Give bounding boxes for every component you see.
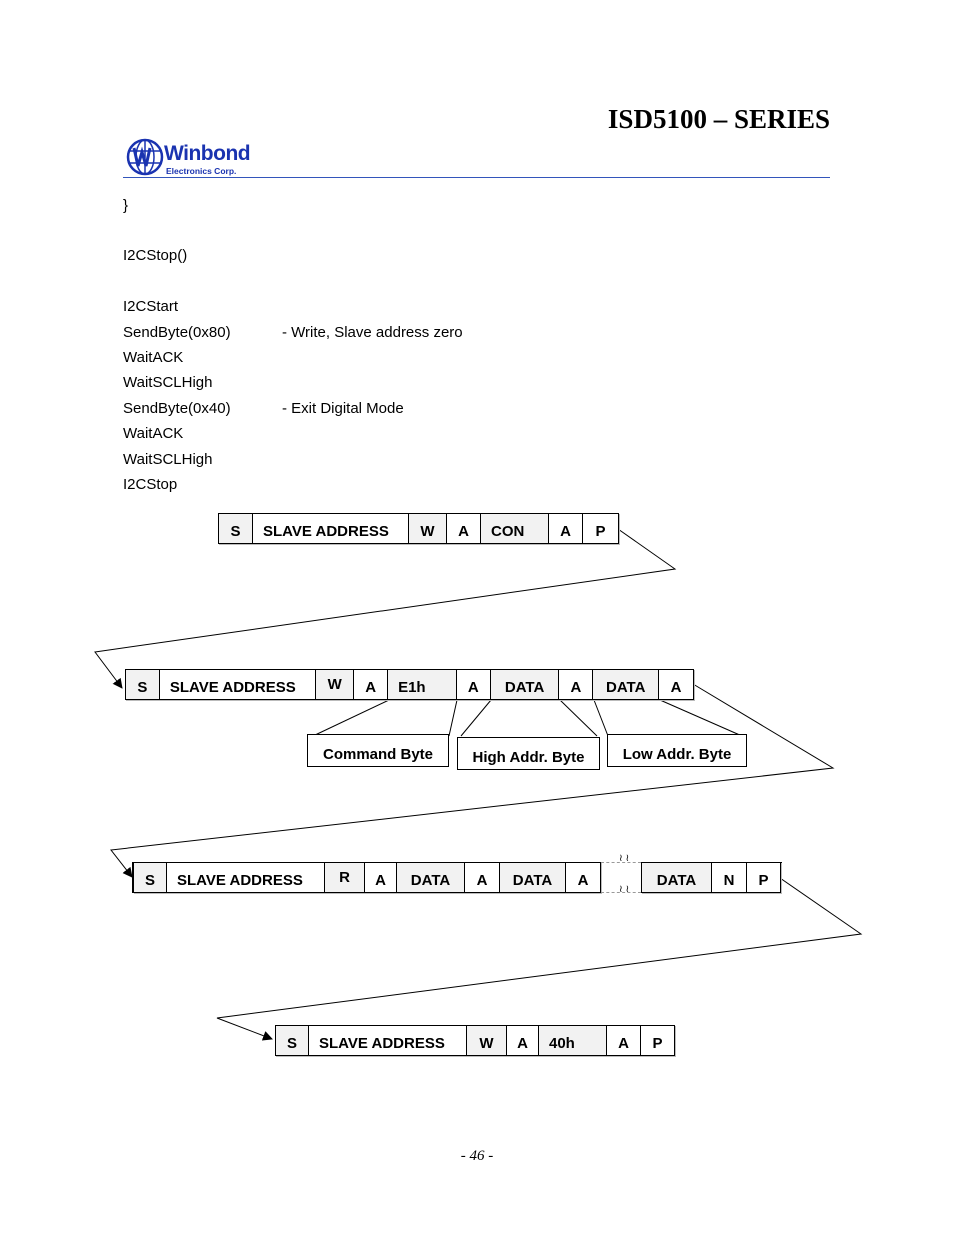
code-line: SendByte(0x80) [123, 324, 231, 341]
data-cell: DATA [491, 670, 560, 699]
break-mark-icon: ≀ ≀ [619, 853, 630, 864]
slave-address-cell: SLAVE ADDRESS [309, 1026, 467, 1055]
high-addr-byte-callout: High Addr. Byte [457, 737, 600, 770]
continuation-gap [601, 853, 641, 895]
ack-bit: A [549, 514, 583, 543]
logo-word: Winbond [164, 142, 251, 165]
code-line: SendByte(0x40) [123, 400, 231, 417]
i2c-frame-2 [125, 669, 694, 700]
nack-bit: N [712, 863, 747, 892]
low-addr-byte-callout: Low Addr. Byte [607, 734, 747, 767]
stop-bit: P [758, 872, 769, 889]
data-cell: DATA [642, 863, 712, 892]
i2c-frame-1 [218, 513, 619, 544]
slave-address-cell: SLAVE ADDRESS [167, 863, 325, 892]
code-line: WaitSCLHigh [123, 374, 213, 391]
start-bit: S [126, 670, 160, 699]
ack-bit: A [354, 670, 388, 699]
ack-bit: A [457, 670, 491, 699]
con-byte: CON [481, 514, 549, 543]
slave-address-cell: SLAVE ADDRESS [253, 514, 409, 543]
slave-address-cell: SLAVE ADDRESS [160, 670, 316, 699]
ack-bit: A [577, 872, 589, 889]
read-bit: R [325, 863, 365, 892]
i2c-frame-4 [275, 1025, 675, 1056]
code-line: } [123, 197, 129, 214]
logo-subtitle: Electronics Corp. [166, 166, 237, 176]
ack-bit: A [607, 1026, 641, 1055]
break-mark-icon: ≀ ≀ [619, 884, 630, 895]
ack-bit: A [507, 1026, 539, 1055]
i2c-frame-3 [132, 853, 782, 895]
command-byte-cell: E1h [388, 670, 457, 699]
code-line: WaitSCLHigh [123, 451, 213, 468]
write-bit: W [409, 514, 447, 543]
ack-bit: A [447, 514, 481, 543]
stop-bit: P [652, 1035, 663, 1052]
start-bit: S [134, 863, 167, 892]
ack-bit: A [559, 670, 593, 699]
command-40h-cell: 40h [539, 1026, 607, 1055]
page-title: ISD5100 – SERIES [607, 104, 830, 134]
code-line: WaitACK [123, 349, 184, 366]
frame-3-part-a [133, 862, 601, 893]
stop-bit: P [595, 523, 606, 540]
ack-bit: A [465, 863, 500, 892]
code-line: WaitACK [123, 425, 184, 442]
data-cell: DATA [500, 863, 566, 892]
page-number: - 46 - [460, 1148, 494, 1164]
code-line: I2CStop() [123, 247, 188, 264]
write-bit: W [316, 670, 354, 699]
code-line: I2CStart [123, 298, 179, 315]
code-comment: - Exit Digital Mode [282, 400, 404, 417]
command-byte-callout: Command Byte [307, 734, 449, 767]
data-cell: DATA [397, 863, 465, 892]
start-bit: S [219, 514, 253, 543]
ack-bit: A [670, 679, 682, 696]
code-comment: - Write, Slave address zero [282, 324, 463, 341]
code-line: I2CStop [123, 476, 178, 493]
data-cell: DATA [593, 670, 659, 699]
ack-bit: A [365, 863, 397, 892]
start-bit: S [276, 1026, 309, 1055]
frame-3-part-b [641, 862, 781, 893]
write-bit: W [467, 1026, 507, 1055]
